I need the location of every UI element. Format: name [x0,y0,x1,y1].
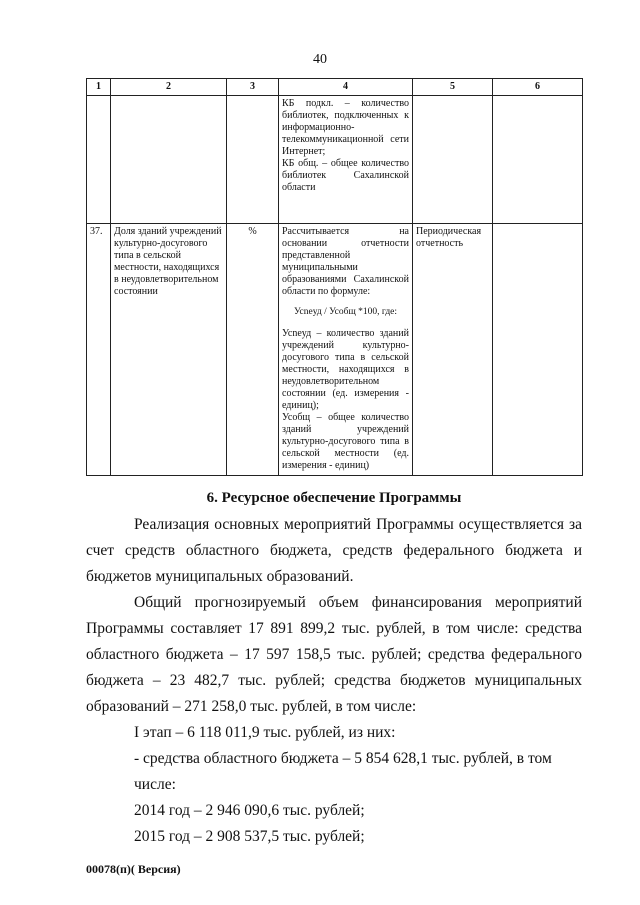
footer-code [86,862,181,877]
table-row-continuation [87,96,583,224]
table-row-37 [87,224,583,476]
line-year-2014: 2014 год – 2 946 090,6 тыс. рублей; [134,802,365,819]
section-title: 6. Ресурсное обеспечение Программы [206,490,462,506]
document-version: ( Версия) [130,862,181,876]
table-header-row [87,79,583,96]
cell-empty [87,96,111,224]
document-code: 00078(п) [86,862,131,876]
indicator-table [86,78,583,476]
header-col-3: 3 [227,79,279,96]
section-body [86,512,582,850]
cell-method-continuation [279,96,413,224]
indicator-name: Доля зданий учреждений культурно-досугового типа в сельской местности, находящихся в неудовлетворительном состоянии [111,224,227,476]
calculation-method [279,224,413,476]
data-source: Периодическая отчетность [413,224,493,476]
header-col-1: 1 [87,79,111,96]
header-col-4: 4 [279,79,413,96]
line-regional-budget: - средства областного бюджета – 5 854 628,1 тыс. рублей, в том числе: [134,750,552,793]
page-number: 40 [313,52,327,67]
line-year-2015: 2015 год – 2 908 537,5 тыс. рублей; [134,828,365,845]
definition-us-obsch: Усобщ – общее количество зданий учреждений культурно-досугового типа в сельской местности (ед. измерения - единиц) [282,412,409,471]
cell-empty [111,96,227,224]
cell-empty [413,96,493,224]
header-col-6: 6 [493,79,583,96]
cell-empty [227,96,279,224]
paragraph-funding-sources: Реализация основных мероприятий Программы осуществляется за счет средств областного бюджета, средств федерального бюджета и бюджетов муниципальных образований. [86,516,582,585]
method-line-kb-podkl: КБ подкл. – количество библиотек, подключенных к информационно-телекоммуникационной сети Интернет; [282,98,409,157]
header-col-2: 2 [111,79,227,96]
cell-empty [493,96,583,224]
cell-col6 [493,224,583,476]
method-intro: Рассчитывается на основании отчетности представленной муниципальными образованиями Сахалинской области по формуле: [282,226,409,297]
line-stage-1: I этап – 6 118 011,9 тыс. рублей, из них: [134,724,396,741]
header-col-5: 5 [413,79,493,96]
row-number: 37. [87,224,111,476]
method-line-kb-obsch: КБ общ. – общее количество библиотек Сахалинской области [282,158,409,193]
formula: Усneуд / Усобщ *100, где: [293,307,398,317]
definition-us-neud: Усneуд – количество зданий учреждений культурно-досугового типа в сельской местности, находящихся в неудовлетворительном состоянии (ед. измерения - единиц); [282,328,409,411]
paragraph-total-funding: Общий прогнозируемый объем финансирования мероприятий Программы составляет 17 891 899,2 тыс. рублей, в том числе: средства областного бюджета – 17 597 158,5 тыс. рублей; средства федерального бюджета – 23 482,7 тыс. рублей; средства бюджетов муниципальных образований – 271 258,0 тыс. рублей, в том числе: [86,594,582,715]
unit: % [227,224,279,476]
